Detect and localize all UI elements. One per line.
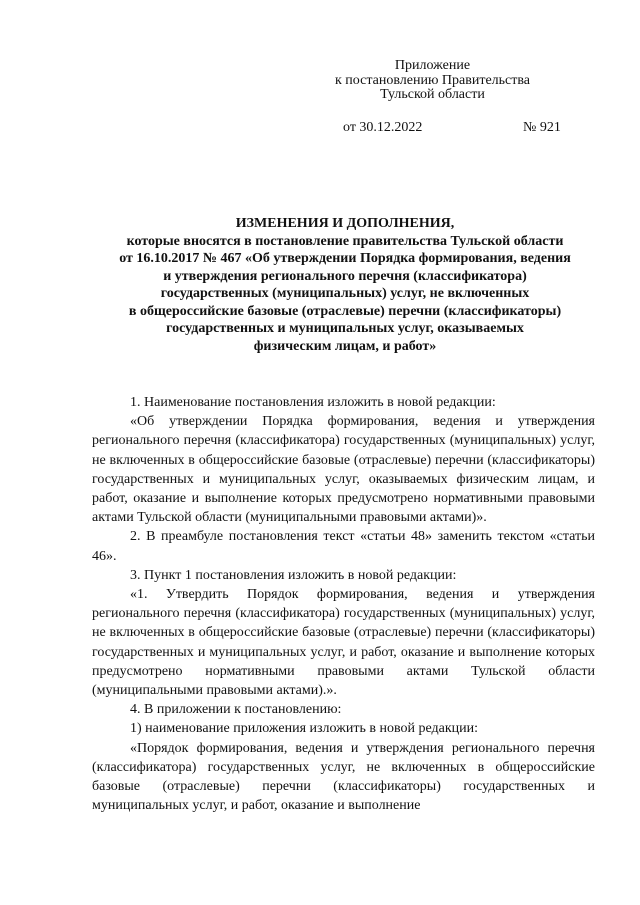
body-paragraph: 2. В преамбуле постановления текст «статьи 48» заменить текстом «статьи 46». — [92, 529, 595, 564]
appendix-region: Тульской области — [380, 87, 485, 102]
body-paragraph: 1. Наименование постановления изложить в новой редакции: — [130, 395, 496, 410]
decree-date: от 30.12.2022 — [343, 120, 423, 135]
appendix-label: Приложение — [394, 58, 471, 73]
document-body — [92, 393, 595, 815]
body-paragraph: «1. Утвердить Порядок формирования, ведения и утверждения регионального перечня (классификатора) государственных (муниципальных) услуг, не включенных в общероссийские базовые (отраслевые) перечни (классификаторы) государственных и муниципальных услуг, и работ, оказание и выполнение которых предусмотрено нормативными правовыми актами Тульской области (муниципальными правовыми актами).». — [92, 587, 595, 699]
body-paragraph: «Порядок формирования, ведения и утверждения регионального перечня (классификатора) государственных услуг, не включенных в общероссийские базовые (отраслевые) перечни (классификаторы) государственных и муниципальных услуг, и работ, оказание и выполнение — [92, 740, 595, 814]
body-paragraph: 1) наименование приложения изложить в новой редакции: — [130, 721, 478, 737]
body-paragraph: 3. Пункт 1 постановления изложить в новой редакции: — [130, 567, 457, 583]
body-paragraph: «Об утверждении Порядка формирования, ведения и утверждения регионального перечня (классификатора) государственных (муниципальных) услуг, не включенных в общероссийские базовые (отраслевые) перечни (классификаторы) государственных и муниципальных услуг, оказываемых физическим лицам, и работ, оказание и выполнение которых предусмотрено нормативными правовыми актами Тульской области (муниципальными правовыми актами)». — [92, 414, 595, 526]
title-line: в общероссийские базовые (отраслевые) перечни (классификаторы) — [128, 303, 562, 319]
body-paragraph: 4. В приложении к постановлению: — [130, 702, 342, 718]
title-line: которые вносятся в постановление правительства Тульской области — [126, 233, 564, 249]
title-line: физическим лицам, и работ» — [253, 338, 437, 354]
appendix-header — [300, 59, 565, 103]
title-line: и утверждения регионального перечня (классификатора) — [163, 268, 527, 284]
title-line: ИЗМЕНЕНИЯ И ДОПОЛНЕНИЯ, — [235, 216, 455, 231]
decree-number: № 921 — [523, 120, 561, 135]
title-line: государственных (муниципальных) услуг, не включенных — [160, 286, 530, 301]
document-title — [80, 215, 610, 355]
title-line: государственных и муниципальных услуг, оказываемых — [166, 321, 524, 336]
appendix-decree-ref: к постановлению Правительства — [334, 72, 531, 88]
title-line: от 16.10.2017 № 467 «Об утверждении Порядка формирования, ведения — [119, 251, 571, 266]
